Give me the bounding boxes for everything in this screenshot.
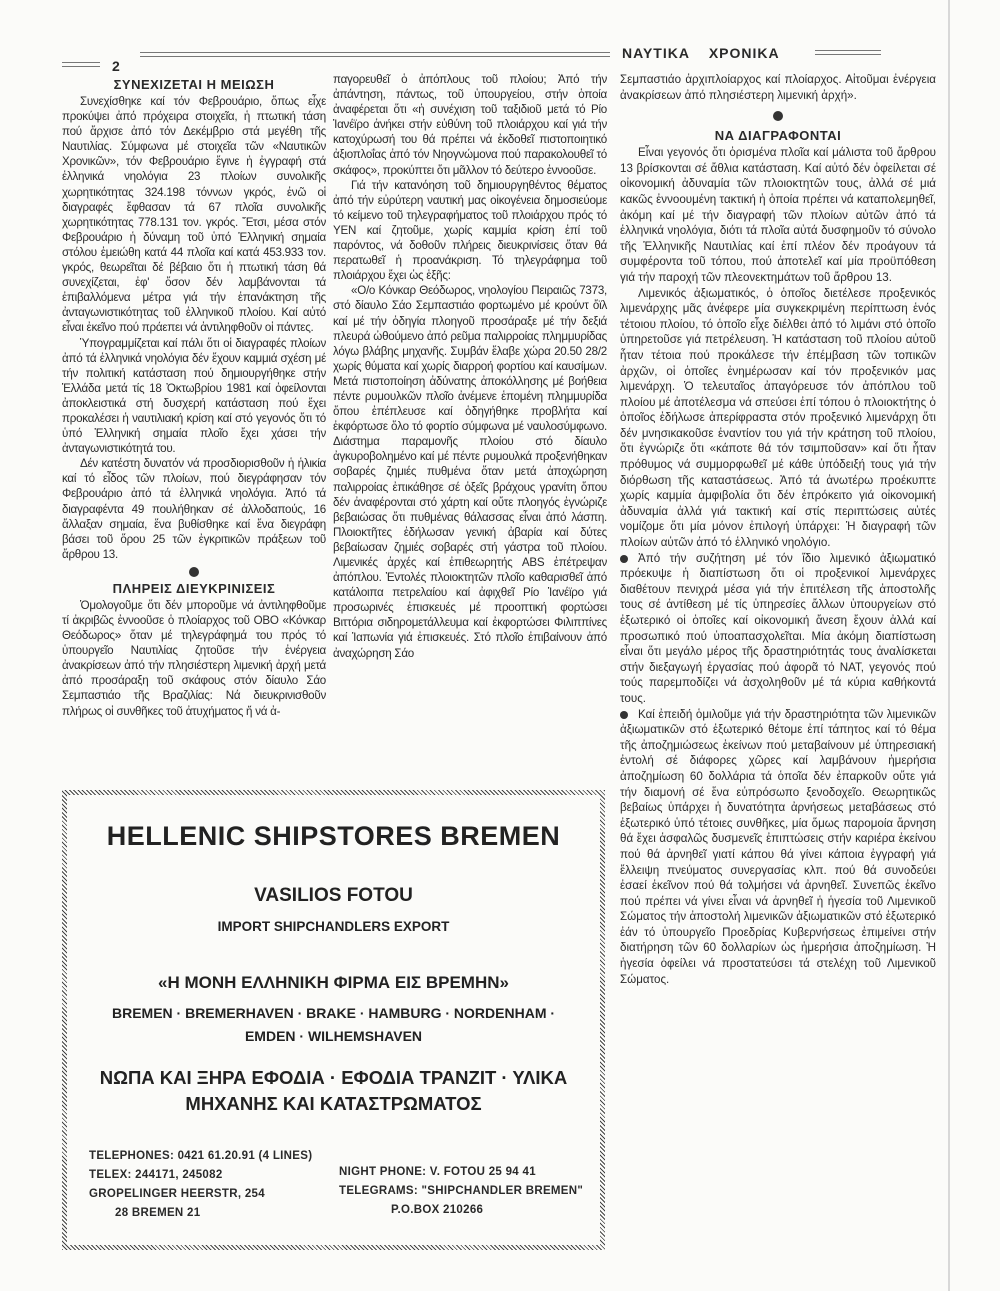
paragraph: Σεμπαστιάο ἀρχιπλοίαρχος καί πλοίαρχος. Αἰτοῦμαι ἐνέργεια ἀνακρίσεων ἀπό πλησιέστερη λιμενική ἀρχή». [620, 73, 936, 102]
header-rule [815, 50, 881, 51]
paragraph [620, 707, 936, 988]
paragraph: Λιμενικός ἀξιωματικός, ὁ ὁποῖος διετέλεσε προξενικός λιμενάρχης μᾶς ἀνέφερε μία συγκεκριμένη περίπτωση ἑνός τέτοιου πλοίου, τό ὁποῖο εἶχε διέλθει ἀπό τό λιμάνι στό ὁποῖο ὑπηρετοῦσε γιά πετρέλευση. Ἡ κατάσταση τοῦ πλοίου αὐτοῦ ἦταν τέτοια πού προκάλεσε τήν ἐπέμβαση τῶν τοπικῶν ἀρχῶν, οἱ ὁποῖες ἐνημέρωσαν καί τόν προξενικόν μας λιμενάρχη. Ὁ τελευταῖος ἀπαγόρευσε τόν ἀπόπλου τοῦ πλοίου μέ ἀποτέλεσμα νά σπεύσει ἐπί τόπου ὁ πλοιοκτήτης ὁ ὁποῖος ἐδήλωσε ἀπερίφραστα στόν προξενικό λιμενάρχη ὅτι δέν μνησικακοῦσε ἐναντίον του γιά τήν κράτηση τοῦ πλοίου, ὅτι ἐγνώριζε ὅτι «κάποτε θά τόν τσιμποῦσαν» καί ὅτι ἦταν πρόθυμος νά συμμορφωθεῖ μέ κάθε ὑπόδειξή τους γιά τήν διόρθωση τῆς καταστάσεως. Ἀπό τά ἀνωτέρω προέκυπτε χωρίς καμμία ἀμφιβολία ὅτι δέν ἐπρόκειτο γιά οἰκονομική ἀδυναμία ἀλλά γιά τακτική καί στίς περιπτώσεις αὐτές νομίζομε ὅτι μία μόνον ἐπιλογή ὑπάρχει: Ἡ διαγραφή τῶν πλοίων αὐτῶν ἀπό τό ἑλληνικό νηολόγιο. [620, 286, 936, 550]
article-heading: ΝΑ ΔΙΑΓΡΑΦΟΝΤΑΙ [714, 128, 842, 144]
ad-telex: TELEX: 244171, 245082 [89, 1169, 223, 1181]
separator-dot-icon [189, 567, 199, 577]
bullet-icon [620, 711, 628, 719]
ad-ports: BREMEN · BREMERHAVEN · BRAKE · HAMBURG · NORDENHAM · [111, 1005, 556, 1021]
bullet-icon [620, 555, 628, 563]
paragraph: Ὑπογραμμίζεται καί πάλι ὅτι οἱ διαγραφές πλοίων ἀπό τά ἑλληνικά νηολόγια δέν ἔχουν καμμιά σχέση μέ τήν πολιτική κατάσταση πού δημιουργήθηκε στήν Ἑλλάδα μετά τίς 18 Ὀκτωβρίου 1981 καί ὀφείλονται ἀποκλειστικά στή δυσχερή κατάσταση πού ἔχει προκαλέσει ἡ ναυτιλιακή κρίση καί στό γεγονός ὅτι τό ὑπό Ἑλληνική σημαία πλοῖο ἔχει χάσει τήν ἀνταγωνιστικότητά του. [62, 336, 326, 456]
article-heading: ΣΥΝΕΧΙΖΕΤΑΙ Η ΜΕΙΩΣΗ [113, 77, 275, 92]
ad-company: HELLENIC SHIPSTORES BREMEN [106, 821, 561, 851]
ad-goods: ΜΗΧΑΝΗΣ ΚΑΙ ΚΑΤΑΣΤΡΩΜΑΤΟΣ [185, 1093, 482, 1114]
scan-edge [948, 0, 950, 1291]
paragraph: «Ο/ο Κόνκαρ Θεόδωρος, νηολογίου Πειραιῶς 7373, στό δίαυλο Σάο Σεμπαστιάο φορτωμένο μέ κρούντ ὄϊλ καί μέ τήν ὁδηγία πλοηγοῦ προσάραξε μέ τήν δεξιά πλευρά ὠθούμενο ἀπό ρεῦμα παλιρροίας πλημμυρίδας λόγω βλάβης μηχανῆς. Συμβάν ἔλαβε χώρα 20.50 28/2 χωρίς θύματα καί χωρίς διαρροή φορτίου καί καυσίμων. Μετά πιστοποίηση ἀδύνατης ἀποκόλλησης μέ βοήθεια πέντε ρυμουλκῶν πλοῖο ἀνέμενε ἑπομένη πλημμυρίδα ὅπου ἐπέπλευσε καί ὁδηγήθηκε προβλήτα καί ἐκφόρτωσε ὅλο τό φορτίο σύμφωνα μέ ναυλοσύμφωνο. Διάστημα παραμονῆς πλοίου στό δίαυλο ἀγκυροβολημένο καί μέ πέντε ρυμουλκά προξενήθηκαν σοβαρές ζημιές πυθμένα ὅταν μετά ἀποχώρηση παλιρροίας ἐπικάθησε σέ ὀξεῖς βράχους γρανίτη ὅπου δέν ἀναφέρονται στό χάρτη καί οὔτε πλοηγός ἐγνώριζε βεβαιώσας ὅτι πυθμένας θάλασσας εἶναι ἀπό λάσπη. Πλοιοκτῆτες ἐδήλωσαν γενική ἀβαρία καί δύτες βεβαίωσαν ζημιές σοβαρές στή γάστρα τοῦ πλοίου. Λιμενικές ἀρχές καί ἐπιθεωρητής ABS ἐπέτρεψαν ἀπόπλου. Ἐντολές πλοιοκτητῶν πλοῖο καθαρισθεῖ ἀπό κατάλοιπα πετρελαίου καί ἀφιχθεῖ Ρίο Ἰανέϊρο γιά προσωρινές ἐπισκευές μέ προοπτική φορτώσει Βιττόρια σιδηρομετάλλευμα καί ἐκφορτώσει Φιλιππίνες καί Ἰαπωνία γιά ἐπισκευές. Στό πλοῖο ἐπιβαίνουν ἀπό ἀναχώρηση Σάο [333, 284, 607, 660]
ad-night-phone: NIGHT PHONE: V. FOTOU 25 94 41 [339, 1166, 536, 1178]
paragraph: Γιά τήν κατανόηση τοῦ δημιουργηθέντος θέματος ἀπό τήν εὐρύτερη ναυτική μας οἰκογένεια δημοσιεύομε τό κείμενο τοῦ τηλεγραφήματος τοῦ πλοιάρχου πρός τό ΥΕΝ καί ζητοῦμε, χωρίς καμμία κρίση ἐπί τοῦ παρόντος, νά δοθοῦν πλήρεις διευκρινίσεις ὅταν θά περατωθεῖ ἡ προανάκριση. Τό τηλεγράφημα τοῦ πλοιάρχου ἔχει ὡς ἑξῆς: [333, 178, 607, 283]
ad-goods: ΝΩΠΑ ΚΑΙ ΞΗΡΑ ΕΦΟΔΙΑ · ΕΦΟΔΙΑ ΤΡΑΝΖΙΤ · ΥΛΙΚΑ [99, 1067, 568, 1088]
header-rule [62, 66, 100, 67]
ad-pobox: P.O.BOX 210266 [391, 1204, 484, 1216]
paragraph: Δέν κατέστη δυνατόν νά προσδιορισθοῦν ἡ ἡλικία καί τό εἶδος τῶν πλοίων, πού διεγράφησαν τόν Φεβρουάριο ἀπό τά ἑλληνικά νηολόγια. Ἀπό τά διαγραφέντα 49 πουλήθηκαν σέ ἀλλοδαπούς, 16 ἄλλαξαν σημαία, ἕνα βυθίσθηκε καί ἕνα διεγράφη βάσει τοῦ ὅρου 25 τῶν ἐγκριτικῶν πράξεων τοῦ ἄρθρου 13. [62, 457, 326, 561]
ad-city: 28 BREMEN 21 [115, 1207, 201, 1219]
header-rule [140, 56, 610, 57]
paragraph: Συνεχίσθηκε καί τόν Φεβρουάριο, ὅπως εἶχε προκύψει ἀπό πρόχειρα στοιχεῖα, ἡ πτωτική τάση πού ἄρχισε ἀπό τόν Δεκέμβριο στά μεγέθη τῆς Ναυτιλίας. Σύμφωνα μέ στοιχεῖα τῶν «Ναυτικῶν Χρονικῶν», τόν Φεβρουάριο ἔγινε ἡ ἐγγραφή στά ἑλληνικά νηολόγια 23 πλοίων συνολικῆς χωρητικότητας 324.198 τόννων γκρός, ἐνῶ οἱ διαγραφές ἔφθασαν τά 67 πλοῖα συνολικῆς χωρητικότητας 778.131 τον. γκρός. Ἔτσι, μέσα στόν Φεβρουάριο ἡ δύναμη τοῦ ὑπό Ἑλληνική σημαία στόλου ἐμειώθη κατά 44 πλοῖα καί κατά 453.933 τον. γκρός, θεωρεῖται δέ βέβαιο ὅτι ἡ πτωτική τάση θά συνεχίζεται, ἐφ' ὅσον δέν λαμβάνονται τά ἐπιβαλλόμενα μέτρα γιά τήν ἐπανάκτηση τῆς ἀνταγωνιστικότητας τοῦ ἑλληνικοῦ πλοίου. Καί αὐτό εἶναι ἐκεῖνο πού πράεπει νά ἀντιληφθοῦν οἱ πάντες. [62, 95, 326, 335]
separator-dot-icon [773, 111, 783, 121]
ad-owner: VASILIOS FOTOU [254, 885, 413, 906]
article-heading: ΠΛΗΡΕΙΣ ΔΙΕΥΚΡΙΝΙΣΕΙΣ [112, 580, 276, 596]
header-rule [815, 54, 881, 55]
header-rule [140, 52, 610, 53]
column-3 [620, 72, 936, 987]
page-number: 2 [112, 58, 120, 74]
ad-telegrams: TELEGRAMS: "SHIPCHANDLER BREMEN" [339, 1185, 584, 1197]
header-rule [62, 62, 100, 63]
paragraph: Ὁμολογοῦμε ὅτι δέν μποροῦμε νά ἀντιληφθοῦμε τί ἀκριβῶς ἐννοοῦσε ὁ πλοίαρχος τοῦ ΟΒΟ «Κόνκαρ Θεόδωρος» ὅταν μέ τηλεγράφημά του πρός τό ὑπουργεῖο Ναυτιλίας ζητοῦσε τήν ἐνέργεια ἀνακρίσεων ἀπό τήν πλησιέστερη λιμενική ἀρχή μετά ἀπό προσάραξη τοῦ σκάφους στόν δίαυλο Σάο Σεμπαστιάο τῆς Βραζιλίας: Νά διευκρινισθοῦν πλήρως οἱ συνθῆκες τοῦ ἀτυχήματος ἤ νά ἀ- [62, 598, 326, 718]
advertisement [62, 790, 605, 1250]
ad-street: GROPELINGER HEERSTR, 254 [89, 1188, 265, 1200]
newspaper-title: ΝΑΥΤΙΚΑ ΧΡΟΝΙΚΑ [622, 45, 780, 61]
paragraph: παγορευθεῖ ὁ ἀπόπλους τοῦ πλοίου; Ἀπό τήν ἀπάντηση, πάντως, τοῦ ὑπουργείου, στήν ὁποία ἀναφέρεται ὅτι «ἡ συνέχιση τοῦ ταξιδιοῦ μετά τό Ρίο Ἰανέϊρο ἀνήκει στήν εὐθύνη τοῦ πλοιάρχου καί γιά τήν κατοχύρωσή του θά πρέπει νά ἐκδοθεῖ πιστοποιητικό ἀξιοπλοΐας ἀπό τόν Νηογνώμονα πού παρακολουθεῖ τό σκάφος», προκύπτει ὅτι μᾶλλον τό δεύτερο ἐννοοῦσε. [333, 73, 607, 177]
column-2 [333, 72, 607, 661]
ad-subtitle: IMPORT SHIPCHANDLERS EXPORT [217, 919, 450, 934]
paragraph: Εἶναι γεγονός ὅτι ὁρισμένα πλοῖα καί μάλιστα τοῦ ἄρθρου 13 βρίσκονται σέ ἄθλια κατάσταση. Καί αὐτό δέν ὀφείλεται σέ οἰκονομική ἀδυναμία τῶν πλοιοκτητῶν τους, ἀλλά σέ μιά κακῶς ἐννοουμένη τακτική ἡ ὁποία πρέπει νά καταπολεμηθεῖ, ἀκόμη καί μέ τήν διαγραφή τῶν πλοίων αὐτῶν ἀπό τά ἑλληνικά νηολόγια, διότι τά πλοῖα αὐτά δυσφημοῦν τό σύνολο τῆς Ἑλληνικῆς Ναυτιλίας καί ἐπί πλέον δέν προάγουν τά συμφέροντα τοῦ τόπου, πού ἀποτελεῖ καί μία προϋπόθεση γιά τήν παροχή τῶν πλεονεκτημάτων τοῦ ἄρθρου 13. [620, 146, 936, 284]
ad-telephones: TELEPHONES: 0421 61.20.91 (4 LINES) [89, 1150, 313, 1162]
paragraph [620, 551, 936, 707]
paragraph-text: Καί ἐπειδή ὁμιλοῦμε γιά τήν δραστηριότητα τῶν λιμενικῶν ἀξιωματικῶν στό ἐξωτερικό θέτομε ἐπί τάπητος καί τό θέμα τῆς ἀποζημιώσεως ἐκείνων πού μεταβαίνουν μέ ὑπηρεσιακή ἐντολή σέ διάφορες χῶρες καί λαμβάνουν ἡμερήσια ἀποζημίωση 60 δολλάρια τά ὁποῖα δέν ἐπαρκοῦν οὔτε γιά τήν διαμονή σέ ἕνα εὐπρόσωπο ξενοδοχεῖο. Θεωρητικῶς βεβαίως ὑπάρχει ἡ δυνατότητα ἀρνήσεως μεταβάσεως στό ἐξωτερικό ὑπό τέτοιες συνθῆκες, μία ὅμως παρομοία ἄρνηση θά ἔχει ἀσφαλῶς δυσμενεῖς ἐπιπτώσεις στήν καριέρα ἐκείνου πού θά ἀρνηθεῖ γιατί κάπου θά γίνει κάποια ἐγγραφή γιά ἔλλειψη πνεύματος συνεργασίας κλπ. πού θά συνοδεύει ἐσαεί ἐκεῖνον πού θά τολμήσει νά ἀρνηθεῖ. Συνεπῶς ἐκεῖνο πού πρέπει νά γίνει εἶναι νά ἀρνηθεῖ ἡ ἡγεσία τοῦ Λιμενικοῦ Σώματος τήν ἀποστολή λιμενικῶν ἀξιωματικῶν στό ἐξωτερικό ἐάν τό ὑπουργεῖο Προεδρίας Κυβερνήσεως ἐπιμείνει στήν διατήρηση τῶν 60 δολλαρίων ὡς ἡμερήσια ἀποζημίωση. Ἡ ἡγεσία ὀφείλει νά προστατεύσει τά στελέχη τοῦ Λιμενικοῦ Σώματος. [620, 707, 936, 986]
ad-ports: EMDEN · WILHEMSHAVEN [244, 1028, 423, 1044]
ad-slogan: «Η ΜΟΝΗ ΕΛΛΗΝΙΚΗ ΦΙΡΜΑ ΕΙΣ ΒΡΕΜΗΝ» [158, 973, 509, 992]
column-1 [62, 76, 326, 719]
paragraph-text: Ἀπό τήν συζήτηση μέ τόν ἴδιο λιμενικό ἀξιωματικό πρόεκυψε ἡ διαπίστωση ὅτι οἱ προξενικοί λιμενάρχες διαθέτουν πενιχρά μέσα γιά τήν ἐπιτέλεση τῆς ἀποστολῆς τους σέ ἀντίθεση μέ τίς ὑπηρεσίες ἄλλων ὑπουργείων στό ἐξωτερικό οἱ ὁποῖες καί οἰκονομική ἄνεση ἔχουν ἀλλά καί προσωπικό πού ὑποαπασχολεῖται. Μία ἀκόμη διαπίστωση εἶναι ὅτι μεγάλο μέρος τῆς δραστηριότητάς τους ἀναλίσκεται στήν διεξαγωγή ἐργασίας πού ἀφορᾶ τό ΝΑΤ, γεγονός πού τούς παρεμποδίζει νά ἀσχοληθοῦν μέ τά κύρια καθήκοντά τους. [620, 551, 936, 705]
